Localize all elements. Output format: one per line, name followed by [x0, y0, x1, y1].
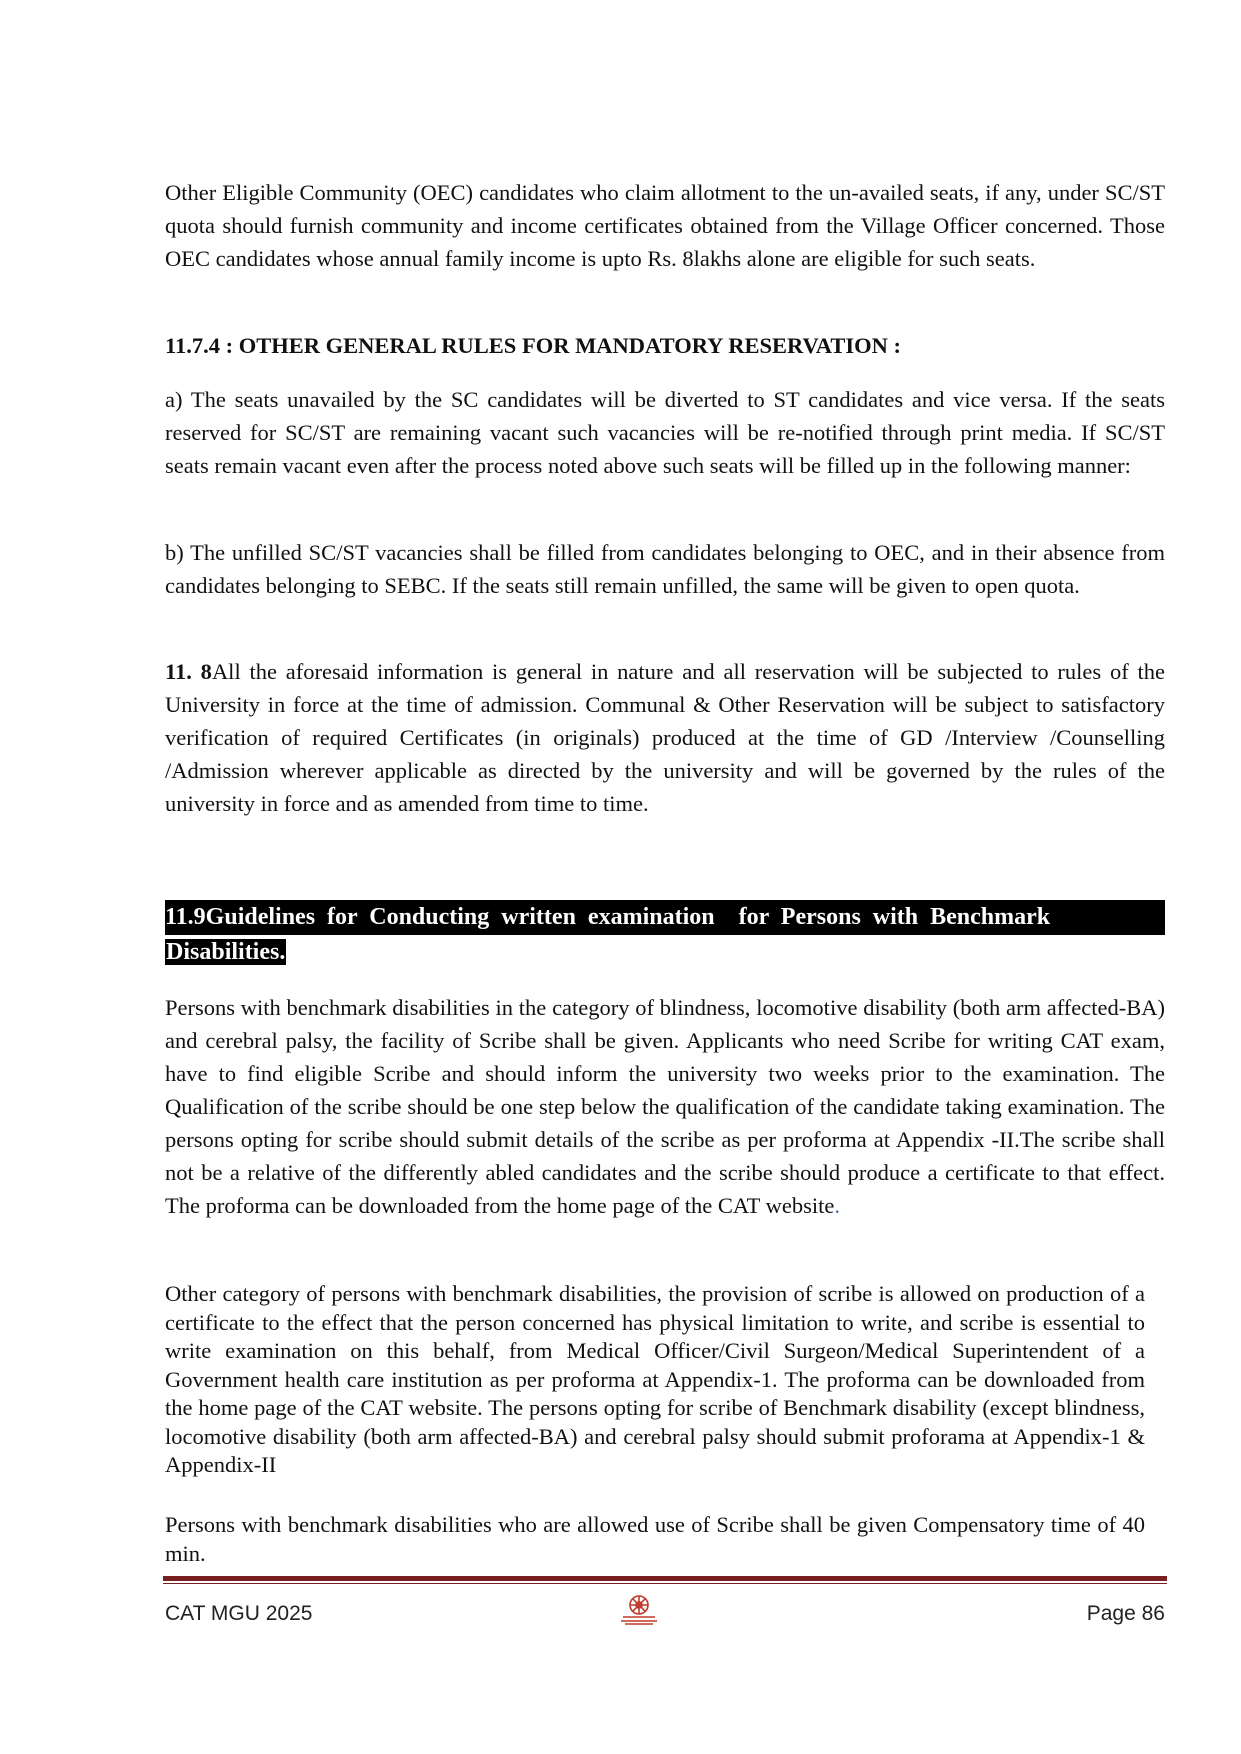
section-11-8-text: All the aforesaid information is general in nature and all reservation will be subjected to rules of the University in force at the time of admission. Communal & Other Reservation will be subject to satisfactory verification of required Certificates (in originals) produced at the time of GD /Interview /Counselling /Admission wherever applicable as directed by the university and will be governed by the rules of the university in force and as amended from time to time.: [165, 659, 1165, 816]
footer-left-text: CAT MGU 2025: [165, 1602, 313, 1625]
heading-11-9-line-2: Disabilities.: [166, 939, 286, 965]
university-emblem-icon: [617, 1590, 661, 1626]
paragraph-scribe-text: Persons with benchmark disabilities in the category of blindness, locomotive disability (both arm affected-BA) and cerebral palsy, the facility of Scribe shall be given. Applicants who need Scribe for writing CAT exam, have to find eligible Scribe and should inform the university two weeks prior to the examination. The Qualification of the scribe should be one step below the qualification of the candidate taking examination. The persons opting for scribe should submit details of the scribe as per proforma at Appendix -II.The scribe shall not be a relative of the differently abled candidates and the scribe should produce a certificate to that effect. The proforma can be downloaded from the home page of the CAT website: [165, 995, 1165, 1218]
section-11-8: [165, 655, 1165, 820]
heading-11-9: [165, 900, 1165, 970]
paragraph-scribe-period: .: [834, 1193, 840, 1218]
footer-rule-thick: [163, 1576, 1167, 1581]
footer-rule-thin: [163, 1583, 1167, 1584]
heading-11-7-4: 11.7.4 : OTHER GENERAL RULES FOR MANDATORY RESERVATION :: [165, 333, 902, 358]
paragraph-scribe-facility: [165, 991, 1165, 1222]
paragraph-oec-candidates: Other Eligible Community (OEC) candidates who claim allotment to the un-availed seats, if any, under SC/ST quota should furnish community and income certificates obtained from the Village Officer concerned. Those OEC candidates whose annual family income is upto Rs. 8lakhs alone are eligible for such seats.: [165, 180, 1165, 271]
paragraph-b-unfilled-vacancies: b) The unfilled SC/ST vacancies shall be filled from candidates belonging to OEC, and in their absence from candidates belonging to SEBC. If the seats still remain unfilled, the same will be given to open quota.: [165, 540, 1165, 598]
footer-page-number: Page 86: [1086, 1602, 1165, 1625]
paragraph-a-unavailed-seats: a) The seats unavailed by the SC candidates will be diverted to ST candidates and vice versa. If the seats reserved for SC/ST are remaining vacant such vacancies will be re-notified through print media. If SC/ST seats remain vacant even after the process noted above such seats will be filled up in the following manner:: [165, 387, 1165, 478]
section-11-8-number: 11. 8: [165, 659, 212, 684]
heading-11-9-line-1-text: 11.9Guidelines for Conducting written examination for Persons with Benchmark: [165, 904, 1051, 930]
paragraph-compensatory-time: Persons with benchmark disabilities who are allowed use of Scribe shall be given Compensatory time of 40 min.: [165, 1512, 1145, 1566]
paragraph-other-category: Other category of persons with benchmark disabilities, the provision of scribe is allowed on production of a certificate to the effect that the person concerned has physical limitation to write, and scribe is essential to write examination on this behalf, from Medical Officer/Civil Surgeon/Medical Superintendent of a Government health care institution as per proforma at Appendix-1. The proforma can be downloaded from the home page of the CAT website. The persons opting for scribe of Benchmark disability (except blindness, locomotive disability (both arm affected-BA) and cerebral palsy should submit proforama at Appendix-1 & Appendix-II: [165, 1281, 1145, 1477]
heading-11-9-line-1: [165, 900, 1165, 935]
